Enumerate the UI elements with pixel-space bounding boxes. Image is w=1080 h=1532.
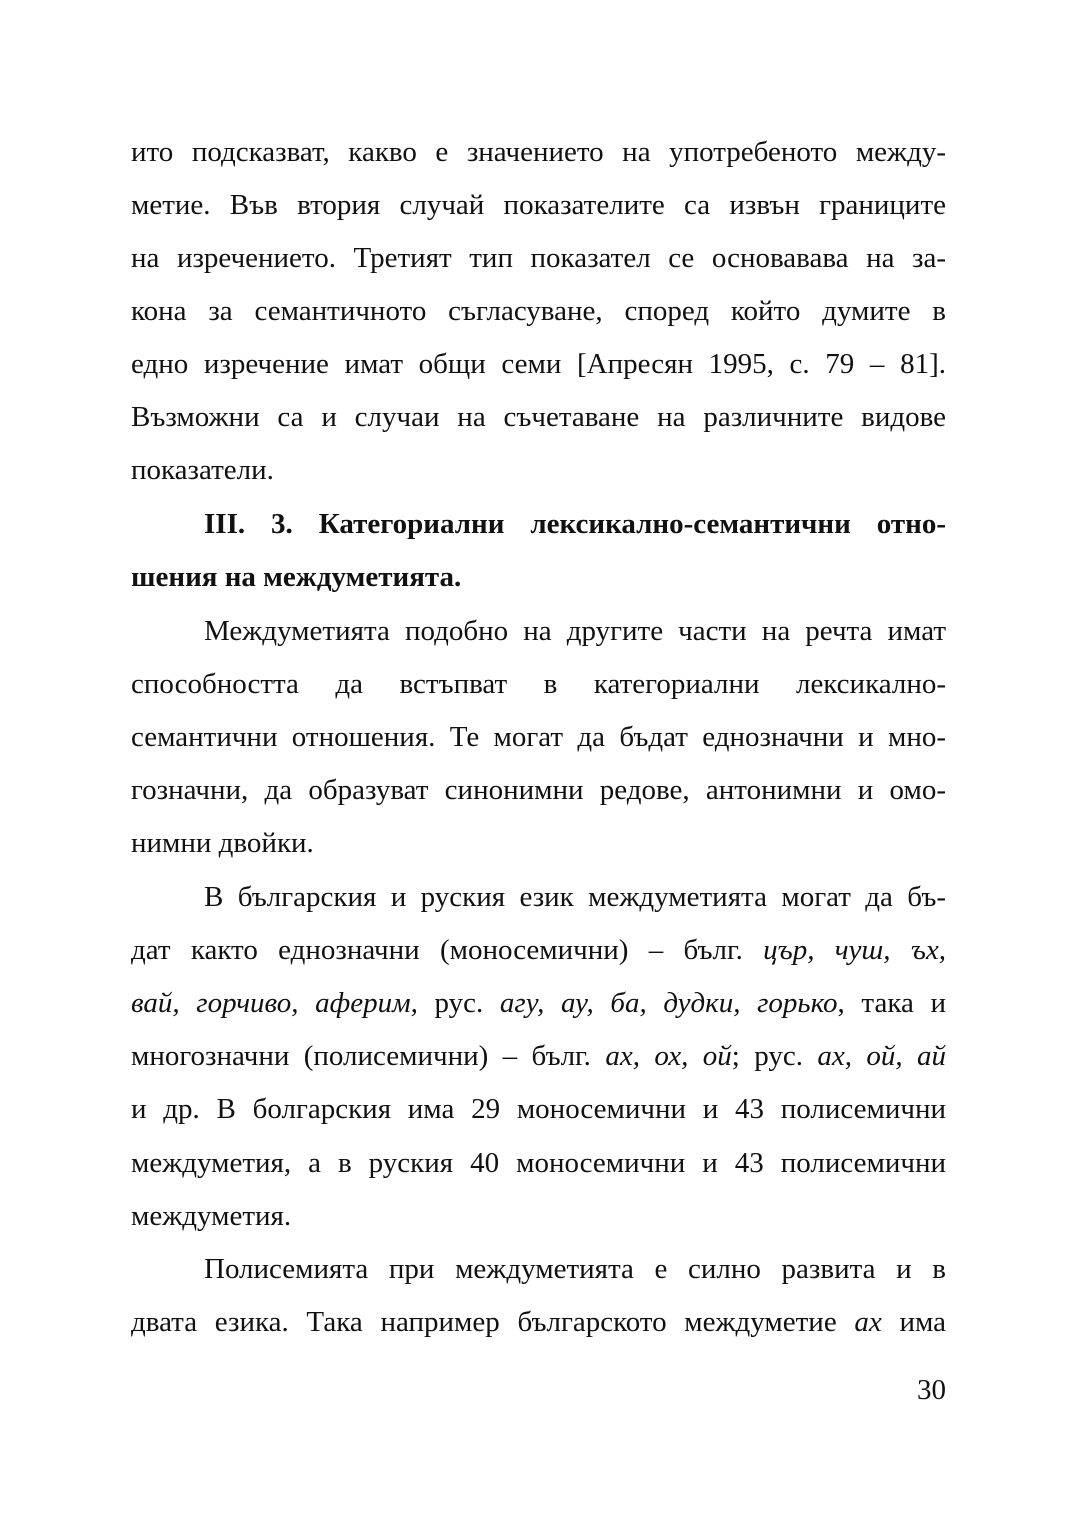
page-number: 30	[917, 1374, 946, 1406]
text-run: многозначни (полисемични) – бълг.	[131, 1040, 591, 1072]
paragraph-line: В българския и руския език междуметията могат да бъ-	[204, 881, 946, 913]
text-run: дат както еднозначни (моносемични) – бълг.	[131, 934, 743, 966]
paragraph-line: на изречението. Третият тип показател се основавава на за-	[131, 242, 946, 274]
example-words-italic: цър, чуш, ъх,	[763, 934, 946, 966]
paragraph-line	[131, 1304, 946, 1340]
example-words-italic: вай, горчиво, аферим,	[131, 987, 418, 1019]
example-words-italic: агу, ау, ба, дудки, горько	[499, 987, 838, 1019]
example-words-italic: ах	[854, 1306, 882, 1338]
section-heading-line: шения на междуметията.	[131, 561, 462, 593]
example-words-italic: ах, ой, ай	[817, 1040, 947, 1072]
paragraph-line	[131, 932, 946, 968]
paragraph-line: Междуметията подобно на другите части на речта имат	[204, 615, 946, 647]
text-run: рус.	[434, 987, 484, 1019]
text-run: ; рус.	[731, 1040, 803, 1072]
paragraph-line	[131, 1038, 946, 1074]
paragraph-line	[131, 985, 946, 1021]
paragraph-line: метие. Във втория случай показателите са извън границите	[131, 189, 946, 221]
paragraph-line: Полисемията при междуметията е силно развита и в	[204, 1253, 946, 1285]
paragraph-line: нимни двойки.	[131, 827, 314, 859]
paragraph-line: семантични отношения. Те могат да бъдат еднозначни и мно-	[131, 721, 946, 753]
paragraph-line: кона за семантичното съгласуване, според който думите в	[131, 295, 946, 327]
example-words-italic: ах, ох, ой	[605, 1040, 732, 1072]
paragraph-line: и др. В болгарския има 29 моносемични и 43 полисемични	[131, 1093, 946, 1125]
paragraph-line: междуметия.	[131, 1200, 292, 1232]
paragraph-line: гозначни, да образуват синонимни редове, антонимни и омо-	[131, 774, 946, 806]
paragraph-line: Възможни са и случаи на съчетаване на различните видове	[131, 401, 946, 433]
text-run: има	[899, 1306, 946, 1338]
paragraph-line: способността да встъпват в категориални лексикално-	[131, 668, 946, 700]
paragraph-line: едно изречение имат общи семи [Апресян 1995, с. 79 – 81].	[131, 348, 946, 380]
paragraph-line: междуметия, а в руския 40 моносемични и 43 полисемични	[131, 1147, 946, 1179]
text-run: двата езика. Така например българското междуметие	[131, 1306, 837, 1338]
paragraph-line: показатели.	[131, 454, 274, 486]
section-heading-line: III. 3. Категориални лексикално-семантични отно-	[204, 508, 946, 540]
paragraph-line: ито подсказват, какво е значението на употребеното между-	[131, 136, 946, 168]
text-run: , така и	[837, 987, 946, 1019]
